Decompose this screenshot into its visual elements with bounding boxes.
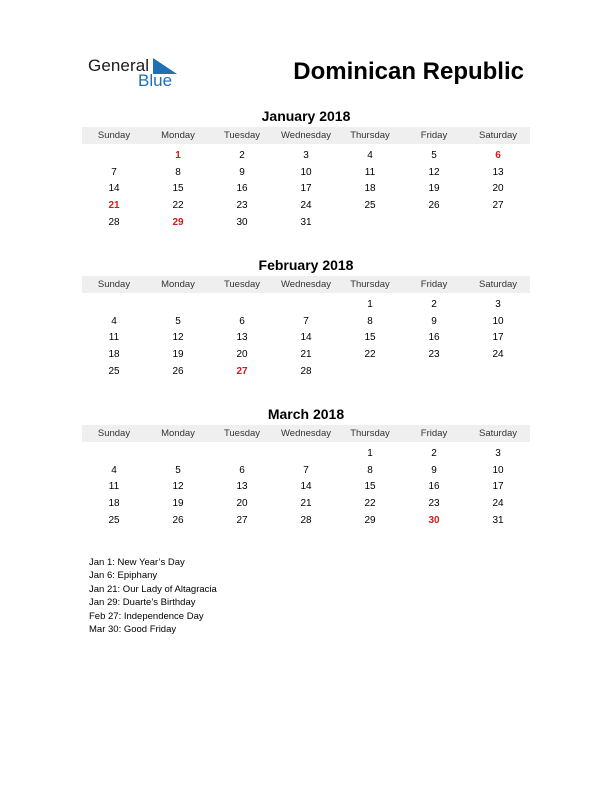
weekday-label: Wednesday — [281, 130, 331, 141]
weekday-label: Friday — [420, 279, 448, 290]
empty-day-cell — [82, 148, 146, 165]
month-title: February 2018 — [258, 257, 354, 273]
day-cell: 10 — [492, 464, 504, 476]
day-cell: 4 — [111, 464, 117, 476]
month-title: March 2018 — [267, 406, 345, 422]
day-cell: 24 — [300, 200, 312, 212]
holiday-day-cell: 6 — [495, 150, 501, 161]
holiday-note: Feb 27: Independence Day — [89, 610, 204, 622]
day-cell: 27 — [492, 200, 504, 212]
weekday-label: Thursday — [350, 428, 390, 439]
day-cell: 9 — [431, 464, 437, 476]
day-cell: 28 — [300, 365, 312, 377]
holiday-day-cell: 30 — [428, 514, 440, 526]
day-cell: 13 — [236, 481, 248, 493]
day-cell: 30 — [236, 216, 248, 228]
day-cell: 8 — [367, 464, 373, 476]
holiday-note: Jan 21: Our Lady of Altagracia — [89, 583, 217, 595]
week-row — [82, 297, 530, 314]
week-row — [82, 347, 530, 364]
day-cell: 19 — [428, 183, 440, 195]
day-cell: 13 — [236, 332, 248, 344]
weekday-label: Sunday — [97, 428, 131, 439]
day-cell: 28 — [300, 514, 312, 526]
day-cell: 26 — [172, 514, 184, 526]
weekday-label: Saturday — [478, 279, 518, 290]
day-cell: 29 — [364, 514, 376, 526]
week-row — [82, 148, 530, 165]
weekday-label: Monday — [161, 130, 195, 141]
generalblue-logo — [88, 56, 188, 92]
day-cell: 4 — [111, 315, 117, 327]
empty-day-cell — [146, 446, 210, 463]
day-cell: 1 — [367, 448, 373, 459]
weekday-label: Friday — [420, 428, 448, 439]
day-cell: 22 — [364, 349, 376, 361]
day-cell: 16 — [428, 481, 440, 493]
weekday-label: Sunday — [97, 130, 131, 141]
day-cell: 2 — [431, 448, 437, 459]
day-cell: 8 — [367, 315, 373, 327]
day-cell: 1 — [367, 299, 373, 310]
day-cell: 21 — [300, 498, 312, 510]
day-cell: 21 — [300, 349, 312, 361]
holiday-note: Jan 29: Duarte’s Birthday — [89, 597, 196, 609]
day-cell: 20 — [236, 349, 248, 361]
day-cell: 15 — [172, 183, 184, 195]
day-cell: 25 — [108, 365, 120, 377]
day-cell: 18 — [364, 183, 376, 195]
day-cell: 25 — [364, 200, 376, 212]
week-row — [82, 496, 530, 513]
holiday-day-cell: 29 — [172, 216, 184, 228]
weekday-label: Monday — [161, 279, 195, 290]
empty-day-cell — [402, 215, 466, 232]
day-cell: 26 — [428, 200, 440, 212]
empty-day-cell — [82, 297, 146, 314]
day-cell: 14 — [108, 183, 120, 195]
empty-day-cell — [210, 297, 274, 314]
day-cell: 28 — [108, 216, 120, 228]
day-cell: 11 — [364, 166, 376, 178]
holiday-day-cell: 1 — [175, 150, 181, 161]
week-rows — [82, 148, 530, 231]
weekday-header-row — [82, 127, 530, 144]
day-cell: 17 — [300, 183, 312, 195]
day-cell: 23 — [428, 498, 440, 510]
week-row — [82, 215, 530, 232]
day-cell: 22 — [172, 200, 184, 212]
week-row — [82, 330, 530, 347]
weekday-label: Sunday — [97, 279, 131, 290]
day-cell: 22 — [364, 498, 376, 510]
empty-day-cell — [82, 446, 146, 463]
day-cell: 15 — [364, 332, 376, 344]
holiday-note: Mar 30: Good Friday — [89, 624, 177, 636]
day-cell: 6 — [239, 315, 245, 327]
day-cell: 19 — [172, 498, 184, 510]
day-cell: 7 — [111, 166, 117, 178]
holiday-note: Jan 6: Epiphany — [89, 570, 158, 582]
day-cell: 16 — [236, 183, 248, 195]
day-cell: 10 — [300, 166, 312, 178]
day-cell: 17 — [492, 481, 504, 493]
empty-day-cell — [466, 215, 530, 232]
week-row — [82, 463, 530, 480]
weekday-label: Wednesday — [281, 279, 331, 290]
month-calendar-february — [82, 256, 530, 380]
day-cell: 31 — [492, 514, 504, 526]
day-cell: 23 — [236, 200, 248, 212]
weekday-header-row — [82, 276, 530, 293]
weekday-label: Saturday — [478, 428, 518, 439]
day-cell: 20 — [236, 498, 248, 510]
empty-day-cell — [466, 364, 530, 381]
day-cell: 25 — [108, 514, 120, 526]
day-cell: 7 — [303, 464, 309, 476]
holiday-day-cell: 21 — [108, 200, 120, 212]
day-cell: 27 — [236, 514, 248, 526]
weekday-label: Monday — [161, 428, 195, 439]
day-cell: 5 — [431, 150, 437, 161]
day-cell: 10 — [492, 315, 504, 327]
day-cell: 12 — [172, 481, 184, 493]
day-cell: 3 — [303, 150, 309, 161]
day-cell: 17 — [492, 332, 504, 344]
day-cell: 8 — [175, 166, 181, 178]
day-cell: 26 — [172, 365, 184, 377]
week-row — [82, 314, 530, 331]
empty-day-cell — [146, 297, 210, 314]
week-row — [82, 181, 530, 198]
week-rows — [82, 446, 530, 529]
day-cell: 3 — [495, 448, 501, 459]
day-cell: 19 — [172, 349, 184, 361]
weekday-label: Thursday — [350, 279, 390, 290]
holiday-list — [89, 556, 217, 636]
day-cell: 7 — [303, 315, 309, 327]
day-cell: 9 — [431, 315, 437, 327]
day-cell: 2 — [431, 299, 437, 310]
weekday-label: Saturday — [478, 130, 518, 141]
day-cell: 24 — [492, 349, 504, 361]
week-rows — [82, 297, 530, 380]
day-cell: 11 — [108, 332, 120, 344]
holiday-note: Jan 1: New Year’s Day — [89, 557, 185, 568]
holiday-day-cell: 27 — [236, 365, 248, 377]
month-title: January 2018 — [261, 108, 351, 124]
week-row — [82, 513, 530, 530]
day-cell: 11 — [108, 481, 120, 493]
week-row — [82, 479, 530, 496]
month-calendar-january — [82, 107, 530, 231]
empty-day-cell — [274, 297, 338, 314]
day-cell: 6 — [239, 464, 245, 476]
day-cell: 18 — [108, 498, 120, 510]
weekday-label: Tuesday — [223, 428, 261, 439]
day-cell: 2 — [239, 150, 245, 161]
country-title: Dominican Republic — [293, 58, 524, 85]
day-cell: 15 — [364, 481, 376, 493]
week-row — [82, 364, 530, 381]
day-cell: 13 — [492, 166, 504, 178]
empty-day-cell — [338, 215, 402, 232]
day-cell: 5 — [175, 464, 181, 476]
day-cell: 3 — [495, 299, 501, 310]
day-cell: 14 — [300, 481, 312, 493]
logo-text-blue: Blue — [138, 71, 173, 90]
day-cell: 18 — [108, 349, 120, 361]
weekday-label: Thursday — [350, 130, 390, 141]
day-cell: 24 — [492, 498, 504, 510]
day-cell: 12 — [428, 166, 440, 178]
day-cell: 16 — [428, 332, 440, 344]
day-cell: 4 — [367, 150, 373, 161]
day-cell: 20 — [492, 183, 504, 195]
weekday-label: Tuesday — [223, 130, 261, 141]
empty-day-cell — [338, 364, 402, 381]
logo-text-general: General — [88, 56, 150, 75]
day-cell: 23 — [428, 349, 440, 361]
empty-day-cell — [402, 364, 466, 381]
weekday-header-row — [82, 425, 530, 442]
month-calendar-march — [82, 405, 530, 529]
empty-day-cell — [274, 446, 338, 463]
day-cell: 31 — [300, 216, 312, 228]
week-row — [82, 198, 530, 215]
weekday-label: Wednesday — [281, 428, 331, 439]
weekday-label: Friday — [420, 130, 448, 141]
day-cell: 12 — [172, 332, 184, 344]
week-row — [82, 165, 530, 182]
weekday-label: Tuesday — [223, 279, 261, 290]
day-cell: 5 — [175, 315, 181, 327]
empty-day-cell — [210, 446, 274, 463]
day-cell: 9 — [239, 166, 245, 178]
day-cell: 14 — [300, 332, 312, 344]
week-row — [82, 446, 530, 463]
